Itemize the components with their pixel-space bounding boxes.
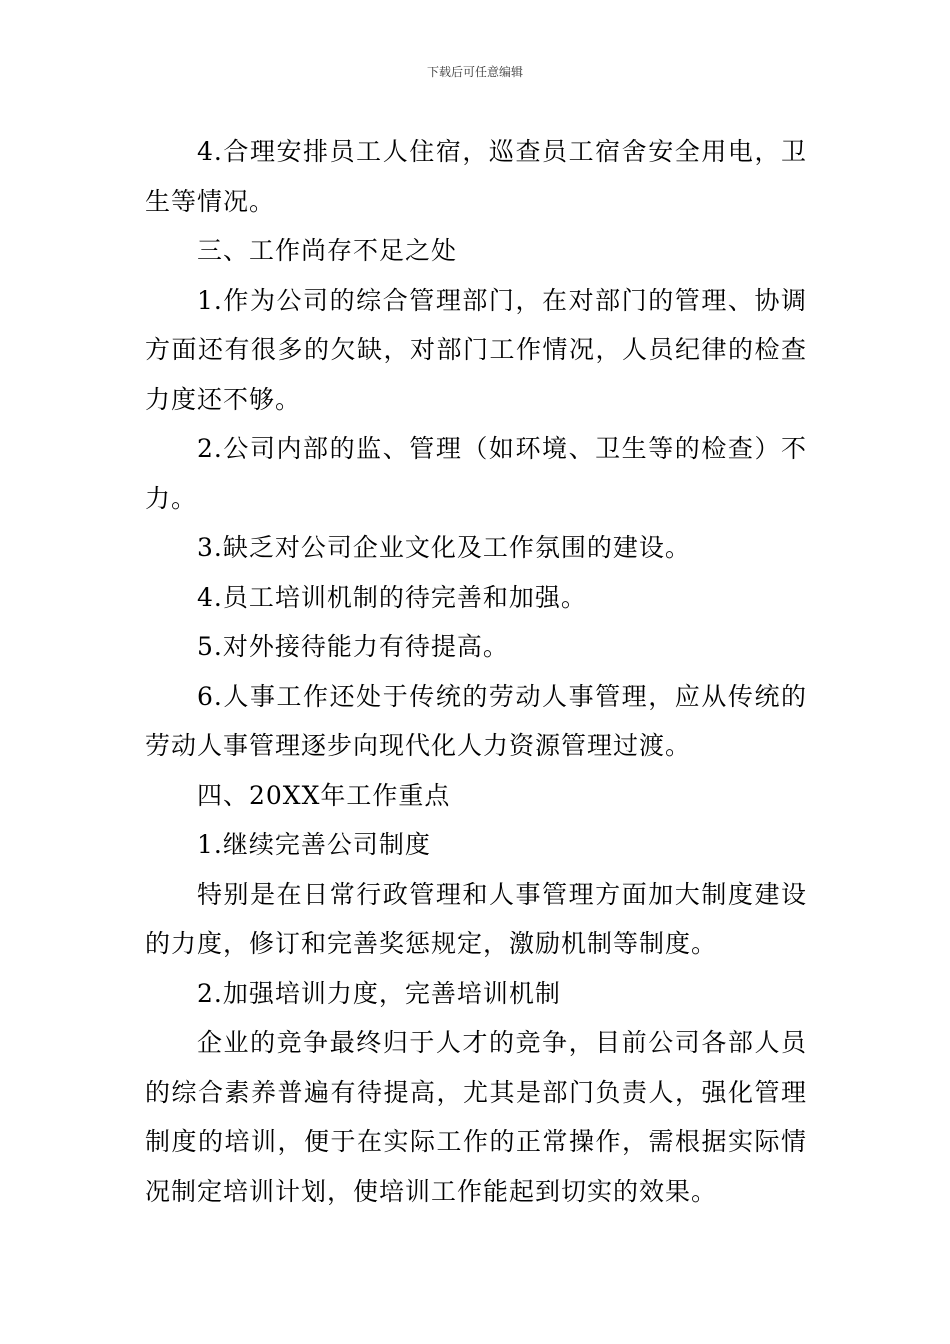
section-heading: 四、20XX年工作重点 [197, 780, 451, 810]
paragraph: 2.公司内部的监、管理（如环境、卫生等的检查）不力。 [145, 434, 807, 513]
document-body [145, 127, 807, 1216]
subheading: 2.加强培训力度，完善培训机制 [197, 978, 561, 1008]
paragraph: 1.作为公司的综合管理部门，在对部门的管理、协调方面还有很多的欠缺，对部门工作情况，人员纪律的检查力度还不够。 [145, 285, 807, 414]
subheading: 1.继续完善公司制度 [197, 830, 431, 859]
paragraph: 3.缺乏对公司企业文化及工作氛围的建设。 [197, 533, 691, 562]
paragraph: 企业的竞争最终归于人才的竞争，目前公司各部人员的综合素养普遍有待提高，尤其是部门负责人，强化管理制度的培训，便于在实际工作的正常操作，需根据实际情况制定培训计划，使培训工作能起到切实的效果。 [145, 1028, 807, 1206]
paragraph: 6.人事工作还处于传统的劳动人事管理，应从传统的劳动人事管理逐步向现代化人力资源管理过渡。 [145, 681, 807, 760]
paragraph: 5.对外接待能力有待提高。 [197, 632, 509, 661]
paragraph: 4.员工培训机制的待完善和加强。 [197, 582, 587, 612]
paragraph: 特别是在日常行政管理和人事管理方面加大制度建设的力度，修订和完善奖惩规定，激励机制等制度。 [145, 879, 807, 958]
section-heading: 三、工作尚存不足之处 [197, 236, 458, 265]
page-header: 下载后可任意编辑 [426, 65, 523, 79]
paragraph: 4.合理安排员工人住宿，巡查员工宿舍安全用电，卫生等情况。 [145, 137, 807, 216]
